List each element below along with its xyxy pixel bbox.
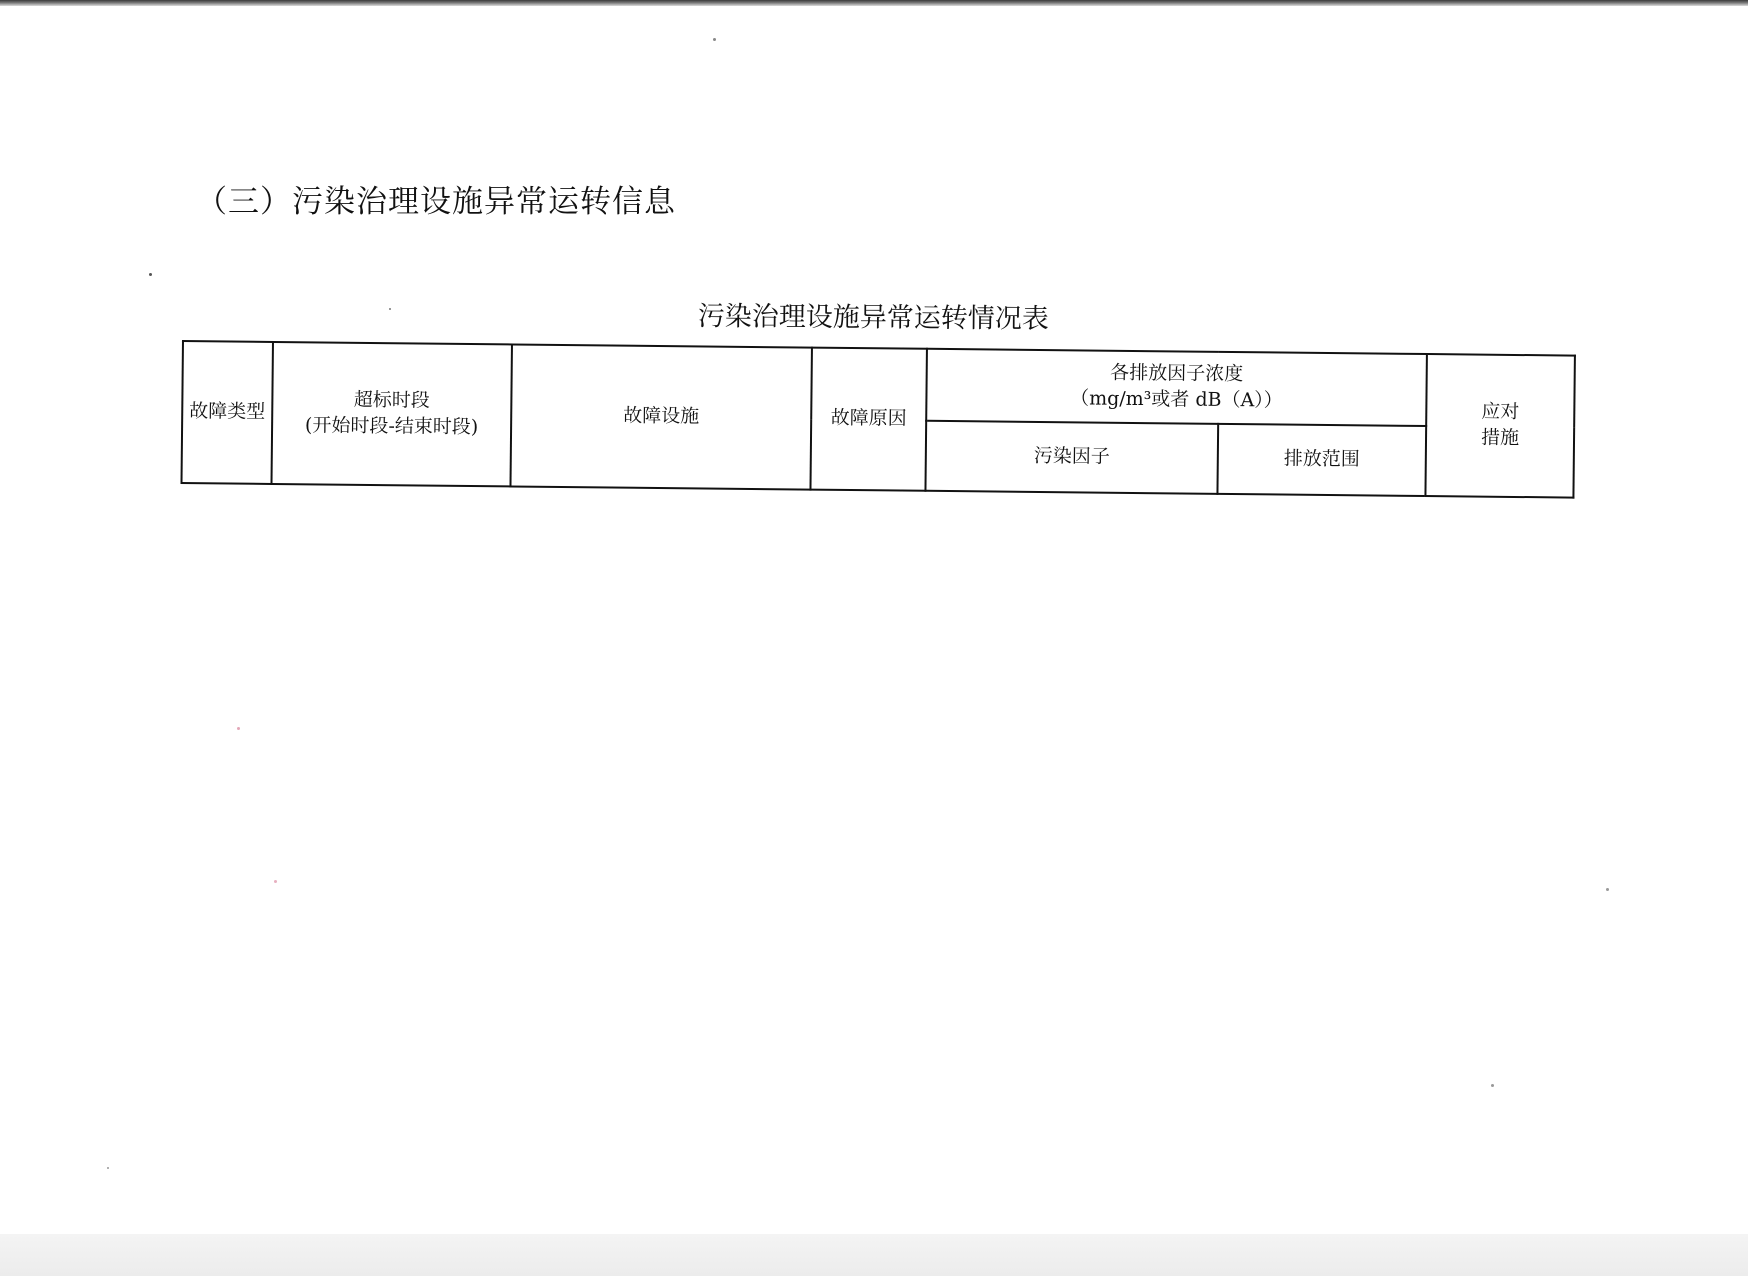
scan-speck xyxy=(389,308,391,310)
scan-speck xyxy=(274,880,277,883)
scan-top-edge xyxy=(0,0,1748,6)
scan-speck xyxy=(107,1167,109,1169)
header-concentration-unit: （mg/m³或者 dB（A）） xyxy=(1070,387,1283,412)
header-concentration xyxy=(926,349,1427,426)
header-exceed-period-label: 超标时段 xyxy=(353,389,430,412)
scan-speck xyxy=(237,727,240,730)
table-title: 污染治理设施异常运转情况表 xyxy=(697,300,1049,335)
fault-table xyxy=(180,340,1575,499)
scan-bottom-edge xyxy=(0,1234,1748,1276)
header-countermeasures xyxy=(1425,354,1574,498)
header-countermeasures-label: 应对措施 xyxy=(1480,400,1520,450)
header-row-1 xyxy=(182,341,1575,428)
header-fault-facility xyxy=(510,344,811,489)
fault-table-container xyxy=(180,340,1573,499)
scan-speck xyxy=(713,38,716,41)
header-fault-facility-label: 故障设施 xyxy=(623,404,700,428)
header-fault-cause-label: 故障原因 xyxy=(830,406,907,430)
header-exceed-period xyxy=(271,342,511,486)
header-fault-type xyxy=(182,341,273,484)
scan-speck xyxy=(1606,888,1609,891)
header-emission-range-label: 排放范围 xyxy=(1283,447,1360,471)
header-pollutant-factor-label: 污染因子 xyxy=(1033,445,1110,468)
section-heading: （三）污染治理设施异常运转信息 xyxy=(196,184,676,220)
header-fault-type-label: 故障类型 xyxy=(189,400,266,424)
header-fault-cause xyxy=(810,348,926,491)
scan-speck xyxy=(1491,1084,1494,1087)
scan-speck xyxy=(149,273,152,276)
header-pollutant-factor xyxy=(925,421,1218,494)
header-emission-range xyxy=(1217,424,1426,496)
header-exceed-period-sublabel: (开始时段-结束时段) xyxy=(304,414,479,439)
header-concentration-label: 各排放因子浓度 xyxy=(1110,362,1244,386)
